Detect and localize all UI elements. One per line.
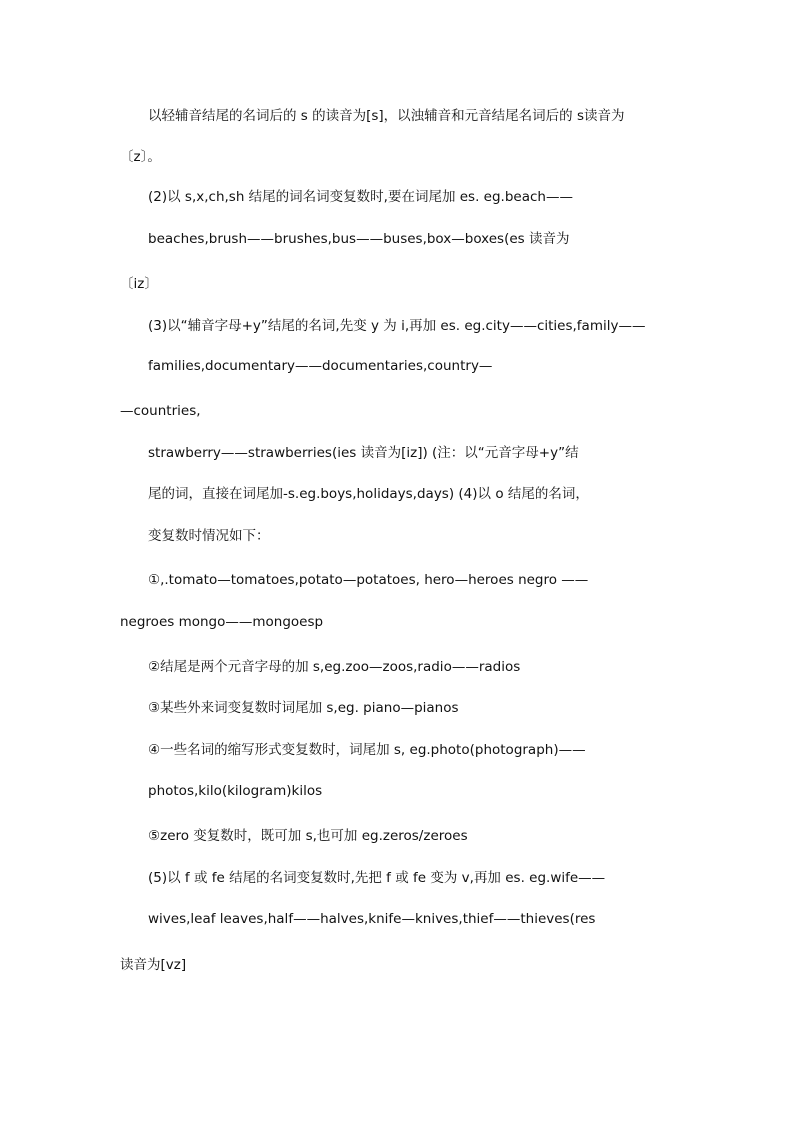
text-line: —countries, [120,403,201,419]
text-line: ③某些外来词变复数时词尾加 s,eg. piano—pianos [148,700,459,716]
text-line: (5)以 f 或 fe 结尾的名词变复数时,先把 f 或 fe 变为 v,再加 es. eg.wife—— [148,870,606,886]
text-line: beaches,brush——brushes,bus——buses,box—boxes(es 读音为 [148,231,570,247]
text-line: 〔z〕。 [120,149,161,165]
text-line: wives,leaf leaves,half——halves,knife—knives,thief——thieves(res [148,911,596,927]
text-line: photos,kilo(kilogram)kilos [148,783,323,799]
text-line: strawberry——strawberries(ies 读音为[iz]) (注：以“元音字母+y”结 [148,445,579,461]
text-line: ④一些名词的缩写形式变复数时，词尾加 s, eg.photo(photograph)—— [148,742,586,758]
text-line: 以轻辅音结尾的名词后的 s 的读音为[s]，以浊辅音和元音结尾名词后的 s读音为 [148,108,625,124]
text-line: ②结尾是两个元音字母的加 s,eg.zoo—zoos,radio——radios [148,659,521,675]
text-line: ⑤zero 变复数时，既可加 s,也可加 eg.zeros/zeroes [148,828,468,844]
text-line: families,documentary——documentaries,country— [148,358,493,374]
text-line: negroes mongo——mongoesp [120,614,324,630]
text-line: (2)以 s,x,ch,sh 结尾的词名词变复数时,要在词尾加 es. eg.beach—— [148,189,573,205]
text-line: 读音为[vz] [120,957,187,973]
text-line: 尾的词，直接在词尾加-s.eg.boys,holidays,days) (4)以 o 结尾的名词， [148,486,589,502]
text-line: 〔iz〕 [120,276,158,292]
text-line: 变复数时情况如下： [148,528,270,544]
text-line: (3)以“辅音字母+y”结尾的名词,先变 y 为 i,再加 es. eg.city——cities,family—— [148,318,646,334]
text-line: ①,.tomato—tomatoes,potato—potatoes, hero—heroes negro —— [148,572,589,588]
